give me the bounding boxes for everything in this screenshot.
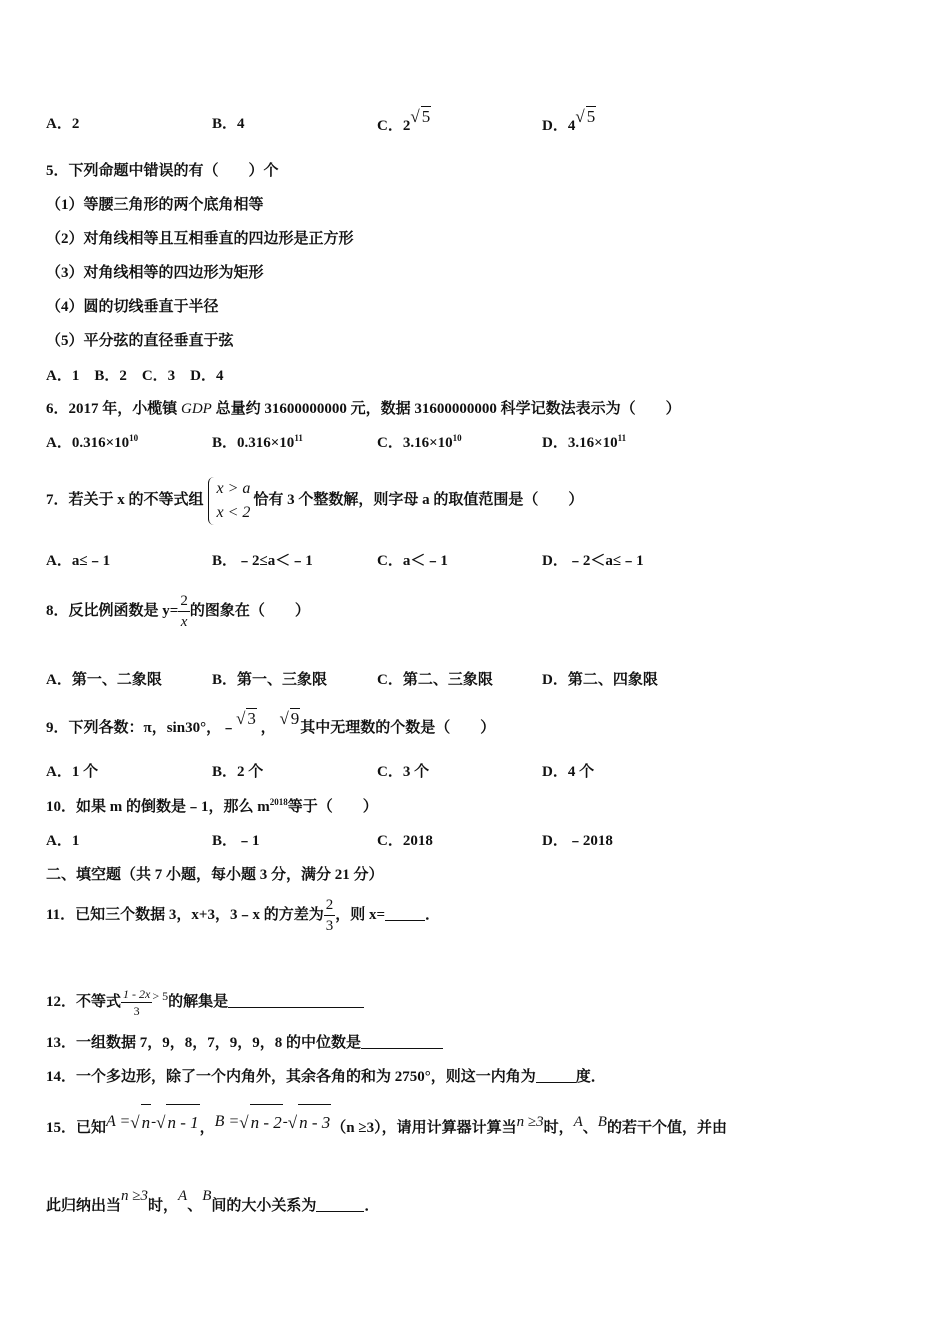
q11-answer-blank[interactable] [385,906,425,921]
radicand: n - 2 [250,1104,283,1141]
q11-num: 2 [325,897,334,914]
q6-d-exp: 11 [617,433,627,443]
q13-stem [46,1033,443,1053]
q10-option-d: D．﹣2018 [542,833,613,849]
q5-options: A．1 B．2 C．3 D．4 [46,368,224,384]
q5-item-4: （4）圆的切线垂直于半径 [46,299,219,315]
sqrt-symbol: √ n [130,1104,151,1141]
q8-den: x [178,611,190,632]
q6-option-d [542,433,626,453]
q6-a-exp: 10 [129,433,139,443]
q15-stem-line2 [46,1178,379,1214]
q8-stem [46,586,310,636]
q4-option-d [542,107,596,136]
q10-exp: 2018 [269,797,288,807]
q5-stem: 5．下列命题中错误的有（ ）个 [46,163,279,179]
q15-line2-b: B [202,1188,212,1204]
q13-stem-text: 13．一组数据 7，9，8，7，9，9，8 的中位数是 [46,1035,362,1051]
q12-den: 3 [121,1002,152,1019]
q7-option-c: C．a＜﹣1 [377,553,448,569]
q5-item-3: （3）对角线相等的四边形为矩形 [46,265,264,281]
radicand: n - 1 [166,1104,199,1141]
q11-end: ． [425,907,441,923]
q4-option-b: B．4 [212,116,245,132]
sqrt-symbol: √ n - 2 [239,1104,283,1141]
q15-line2-n: n ≥3 [121,1188,148,1204]
q6-c-exp: 10 [452,433,462,443]
q15-answer-blank[interactable] [316,1197,364,1212]
q10-option-b: B．﹣1 [212,833,260,849]
q8-stem-pre: 8．反比例函数是 y= [46,603,179,619]
q10-option-a: A．1 [46,833,80,849]
q10-stem [46,797,378,817]
q10-stem-post: 等于（ ） [287,799,378,815]
q11-stem-post: ，则 x= [335,907,386,923]
q8-option-a: A．第一、二象限 [46,672,162,688]
q9-option-b: B．2 个 [212,764,264,780]
q15-a-minus: - [151,1114,157,1130]
q15-line2-mid: 时， [148,1198,179,1214]
q6-b-base: B．0.316×10 [212,435,295,451]
q10-option-c: C．2018 [377,833,433,849]
q12-num: 1 - 2x [123,987,151,1002]
q14-answer-blank[interactable] [536,1068,576,1083]
q6-option-c [377,433,462,453]
q9-option-a: A．1 个 [46,764,99,780]
q15-b-minus: - [282,1114,288,1130]
q13-answer-blank[interactable] [361,1034,443,1049]
q10-stem-pre: 10．如果 m 的倒数是﹣1，那么 m [46,799,270,815]
q12-answer-blank[interactable] [228,993,364,1008]
q12-fraction [121,986,152,1019]
q5-item-5: （5）平分弦的直径垂直于弦 [46,333,234,349]
q8-option-b: B．第一、三象限 [212,672,328,688]
sqrt-symbol: √ n - 1 [156,1104,200,1141]
q5-item-2: （2）对角线相等且互相垂直的四边形是正方形 [46,231,354,247]
q15-b-sym: B [597,1114,607,1130]
radicand: 5 [586,107,596,126]
q12-stem-post: 的解集是 [168,994,229,1010]
q15-line2-pre: 此归纳出当 [46,1198,122,1214]
q6-d-base: D．3.16×10 [542,435,618,451]
q15-pre: 15．已知 [46,1120,107,1136]
q7-option-a: A．a≤﹣1 [46,553,111,569]
q7-stem [46,470,583,530]
q9-stem-post: 其中无理数的个数是（ ） [300,720,496,736]
q11-den: 3 [324,915,336,936]
radicand: 9 [290,709,300,728]
q15-tail: 的若干个值，并由 [606,1120,727,1136]
q8-option-c: C．第二、三象限 [377,672,493,688]
q6-option-a [46,433,138,453]
q12-stem-pre: 12．不等式 [46,994,122,1010]
q8-fraction [178,591,190,632]
q7-inequality-system [208,477,251,525]
q15-line2-end: ． [364,1198,380,1214]
q11-stem-pre: 11．已知三个数据 3，x+3，3﹣x 的方差为 [46,907,324,923]
q4-option-c-label: C．2 [377,118,411,134]
q15-line2-post: 间的大小关系为 [211,1198,317,1214]
sqrt-symbol: √ 5 [575,107,596,126]
q15-comma: ， [199,1120,215,1136]
q5-item-1: （1）等腰三角形的两个底角相等 [46,197,264,213]
q15-stem-line1 [46,1104,727,1140]
q4-option-a: A．2 [46,116,80,132]
q6-a-base: A．0.316×10 [46,435,130,451]
q6-b-exp: 11 [294,433,303,443]
q8-option-d: D．第二、四象限 [542,672,658,688]
q6-stem [46,399,681,419]
q14-end: 度． [575,1069,606,1085]
q14-stem [46,1067,606,1087]
q7-stem-post: 恰有 3 个整数解，则字母 a 的取值范围是（ ） [253,492,584,508]
q7-ineq-1: x > a [216,479,251,497]
radicand: n [141,1104,152,1141]
sqrt-symbol: √ 3 [236,709,256,728]
q14-stem-text: 14．一个多边形，除了一个内角外，其余各角的和为 2750°，则这一内角为 [46,1069,536,1085]
q12-stem [46,972,364,1020]
q7-stem-pre: 7．若关于 x 的不等式组 [46,492,204,508]
q11-fraction [324,895,336,936]
radicand: n - 3 [298,1104,331,1141]
q8-num: 2 [180,593,188,610]
radicand: 3 [247,709,256,728]
sqrt-symbol: √ n - 3 [288,1104,332,1141]
q15-dun: 、 [582,1120,598,1136]
q9-sep: ， [260,720,276,736]
q8-stem-post: 的图象在（ ） [189,603,310,619]
section-2-heading: 二、填空题（共 7 小题，每小题 3 分，满分 21 分） [46,867,384,883]
q7-ineq-2: x < 2 [216,503,251,521]
q6-stem-post: 总量约 31600000000 元，数据 31600000000 科学记数法表示为（ ） [215,401,681,417]
q6-c-base: C．3.16×10 [377,435,453,451]
q11-stem [46,890,440,940]
q6-option-b [212,433,303,453]
sqrt-symbol: √ 5 [410,107,431,126]
q6-stem-pre: 6．2017 年，小榄镇 [46,401,178,417]
q9-option-d: D．4 个 [542,764,595,780]
q15-cond-n: n ≥3 [516,1114,544,1130]
q7-option-d: D．﹣2＜a≤﹣1 [542,553,644,569]
q15-a-sym: A [573,1114,583,1130]
q4-option-c [377,107,431,136]
q4-option-d-label: D．4 [542,118,576,134]
q9-stem [46,709,496,738]
q7-option-b: B．﹣2≤a＜﹣1 [212,553,313,569]
q15-mid: 时， [543,1120,574,1136]
sqrt-symbol: √ 9 [279,709,300,728]
q6-gdp: GDP [181,401,212,417]
q12-gt: > 5 [152,989,169,1003]
radicand: 5 [421,107,431,126]
q15-line2-a: A [178,1188,188,1204]
q15-line2-dun: 、 [187,1198,203,1214]
q15-cond: （n ≥3），请用计算器计算当 [331,1120,517,1136]
q9-stem-pre: 9．下列各数：π，sin30°，﹣ [46,720,237,736]
q15-b-lhs: B = [214,1113,240,1130]
q9-option-c: C．3 个 [377,764,430,780]
q15-a-lhs: A = [106,1113,131,1130]
